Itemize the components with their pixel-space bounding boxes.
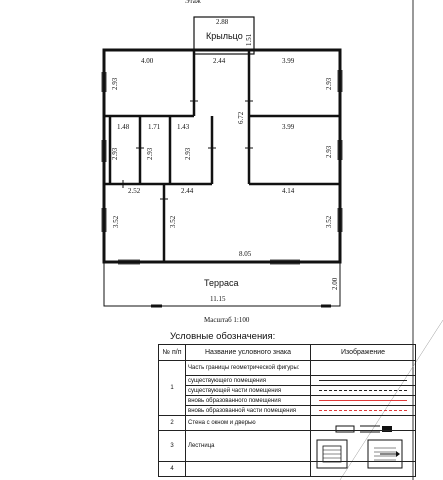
legend-row-image bbox=[311, 361, 416, 376]
legend-row-name: Часть границы геометрической фигуры: bbox=[186, 361, 311, 376]
floor-title: Этаж bbox=[185, 0, 201, 5]
legend-row-name: существующей части помещения bbox=[186, 386, 311, 396]
room-s1-height-dim: 2.93 bbox=[111, 147, 119, 160]
room1-height-dim: 2.93 bbox=[111, 77, 119, 90]
porch-depth-dim: 1.51 bbox=[245, 33, 253, 46]
legend-row-name: вновь образованного помещения bbox=[186, 396, 311, 406]
room1-width-dim: 4.00 bbox=[141, 57, 154, 65]
room5-width-dim: 2.44 bbox=[181, 187, 194, 195]
room6-width-dim: 4.14 bbox=[282, 187, 295, 195]
room2-width-dim: 3.99 bbox=[282, 57, 295, 65]
legend-table bbox=[158, 344, 416, 477]
room5-height-dim: 3.52 bbox=[169, 215, 177, 228]
room6-height-dim: 3.52 bbox=[325, 215, 333, 228]
legend-row-image bbox=[311, 386, 416, 396]
room3-width-dim: 3.99 bbox=[282, 123, 295, 131]
legend-row-image bbox=[311, 396, 416, 406]
legend-row-image bbox=[311, 406, 416, 416]
legend-row-name: вновь образованной части помещения bbox=[186, 406, 311, 416]
hall-height-dim: 6.72 bbox=[237, 111, 245, 124]
room4-height-dim: 3.52 bbox=[112, 215, 120, 228]
room-s3-width-dim: 1.43 bbox=[177, 123, 190, 131]
room-s2-width-dim: 1.71 bbox=[148, 123, 161, 131]
dashed-black-line-sample bbox=[319, 390, 407, 391]
legend-header-image: Изображение bbox=[311, 345, 416, 361]
porch-width-dim: 2.88 bbox=[216, 18, 229, 26]
room-s3-height-dim: 2.93 bbox=[184, 147, 192, 160]
legend-row-num: 2 bbox=[159, 416, 186, 431]
total-width-dim: 8.05 bbox=[239, 250, 252, 258]
terrace-label: Терраса bbox=[204, 278, 239, 288]
solid-black-line-sample bbox=[319, 380, 407, 381]
solid-red-line-sample bbox=[319, 400, 407, 401]
room4-width-dim: 2.52 bbox=[128, 187, 141, 195]
legend-title: Условные обозначения: bbox=[170, 331, 276, 342]
scale-label: Масштаб 1:100 bbox=[204, 316, 250, 324]
legend-row-image bbox=[311, 462, 416, 477]
legend-row-image bbox=[311, 416, 416, 431]
interior-walls bbox=[104, 50, 340, 262]
legend-header-num: № п/п bbox=[159, 345, 186, 361]
legend-row-image bbox=[311, 376, 416, 386]
porch-label: Крыльцо bbox=[206, 31, 243, 41]
legend-row-num: 3 bbox=[159, 431, 186, 462]
legend-row-num: 4 bbox=[159, 462, 186, 477]
legend-row-name: существующего помещения bbox=[186, 376, 311, 386]
legend-row-num: 1 bbox=[159, 361, 186, 416]
hall-width-dim: 2.44 bbox=[213, 57, 226, 65]
windows bbox=[102, 70, 342, 264]
legend-row-name: Лестница bbox=[186, 431, 311, 462]
legend-row-image bbox=[311, 431, 416, 462]
dashed-red-line-sample bbox=[319, 410, 407, 411]
terrace-depth-dim: 2.00 bbox=[331, 277, 339, 290]
legend-row-name: Стена с окном и дверью bbox=[186, 416, 311, 431]
legend-header-name: Название условного знака bbox=[186, 345, 311, 361]
legend-row-name bbox=[186, 462, 311, 477]
room3-height-dim: 2.93 bbox=[325, 145, 333, 158]
room2-height-dim: 2.93 bbox=[325, 77, 333, 90]
room-s2-height-dim: 2.93 bbox=[146, 147, 154, 160]
terrace-width-dim: 11.15 bbox=[210, 295, 226, 303]
room-s1-width-dim: 1.48 bbox=[117, 123, 130, 131]
